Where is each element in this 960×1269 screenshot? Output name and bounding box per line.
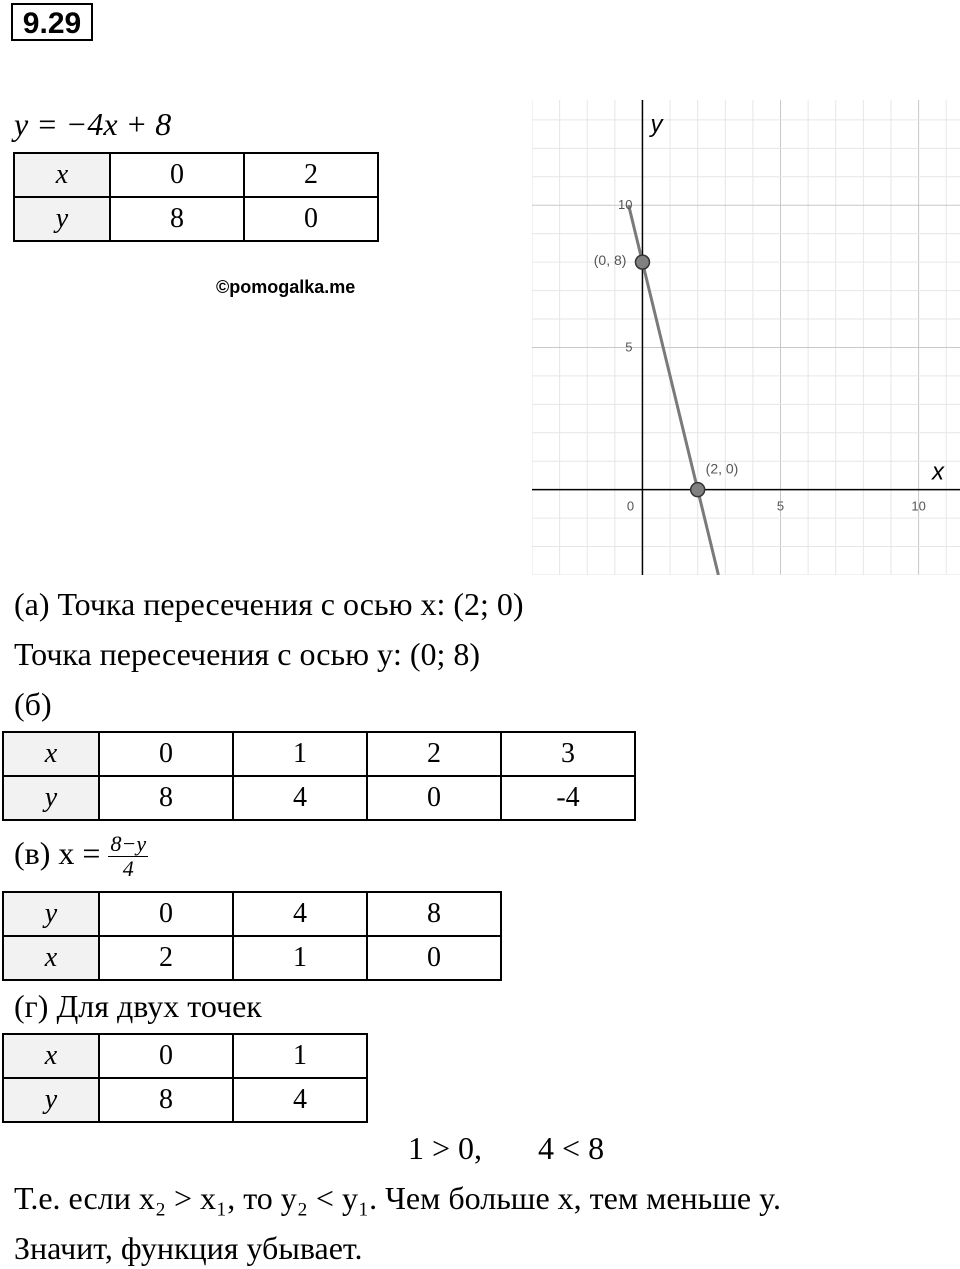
y-axis-label: y (650, 111, 663, 138)
cell: 0 (244, 197, 378, 241)
cell: x (3, 1034, 99, 1078)
table-values-1 (13, 152, 379, 242)
x-tick-label: 10 (911, 498, 926, 514)
point-label: (0, 8) (593, 252, 627, 269)
part-b-label: (б) (14, 686, 52, 722)
cell: x (3, 732, 99, 776)
cell: y (3, 892, 99, 936)
cell: y (14, 197, 110, 241)
part-a-line1: (а) Точка пересечения с осью x: (2; 0) (14, 586, 524, 622)
cell: 0 (367, 776, 501, 820)
cell: 8 (367, 892, 501, 936)
cell: 0 (99, 892, 233, 936)
cell: 4 (233, 776, 367, 820)
cell: y (3, 776, 99, 820)
cell: x (3, 936, 99, 980)
fraction-numerator: 8−y (110, 831, 147, 856)
problem-number: 9.29 (11, 3, 93, 41)
y-tick-label: 10 (617, 197, 633, 213)
part-v-formula (14, 832, 148, 881)
cell: 0 (110, 153, 244, 197)
table-values-3 (2, 891, 502, 981)
table-values-2 (2, 731, 636, 821)
grid (532, 100, 960, 575)
cell: y (3, 1078, 99, 1122)
part-a-line2: Точка пересечения с осью y: (0; 8) (14, 636, 481, 672)
fraction-denominator: 4 (122, 856, 134, 881)
cell: 8 (110, 197, 244, 241)
comparison: 1 > 0, 4 < 8 (408, 1130, 605, 1166)
table-values-4 (2, 1033, 368, 1123)
cell: 4 (233, 892, 367, 936)
cell: 2 (367, 732, 501, 776)
cell: x (14, 153, 110, 197)
credit-watermark: ©pomogalka.me (216, 277, 356, 297)
x-tick-label: 0 (626, 498, 635, 514)
function-graph (532, 100, 960, 575)
y-tick-label: 5 (625, 339, 633, 355)
data-point (691, 483, 705, 497)
cell: 8 (99, 776, 233, 820)
cell: 1 (233, 936, 367, 980)
axes (532, 100, 960, 575)
conclusion-line2: Значит, функция убывает. (14, 1230, 363, 1266)
equation: y = −4x + 8 (14, 106, 172, 142)
cell: 0 (367, 936, 501, 980)
cell: 0 (99, 1034, 233, 1078)
point-label: (2, 0) (705, 460, 739, 477)
cell: 1 (233, 732, 367, 776)
cell: 4 (233, 1078, 367, 1122)
cell: 8 (99, 1078, 233, 1122)
graph-labels (594, 111, 945, 514)
cell: 1 (233, 1034, 367, 1078)
data-point (635, 255, 649, 269)
cell: -4 (501, 776, 635, 820)
part-g-label: (г) Для двух точек (14, 988, 262, 1024)
cell: 0 (99, 732, 233, 776)
cell: 2 (99, 936, 233, 980)
cell: 3 (501, 732, 635, 776)
fraction (108, 832, 148, 881)
cell: 2 (244, 153, 378, 197)
conclusion-line1: Т.е. если x₂ > x₁, то y₂ < y₁. Чем больше x, тем меньше y. (14, 1180, 782, 1216)
x-tick-label: 5 (776, 498, 785, 514)
x-axis-label: x (932, 458, 944, 486)
part-v-label: (в) x = (14, 834, 101, 871)
